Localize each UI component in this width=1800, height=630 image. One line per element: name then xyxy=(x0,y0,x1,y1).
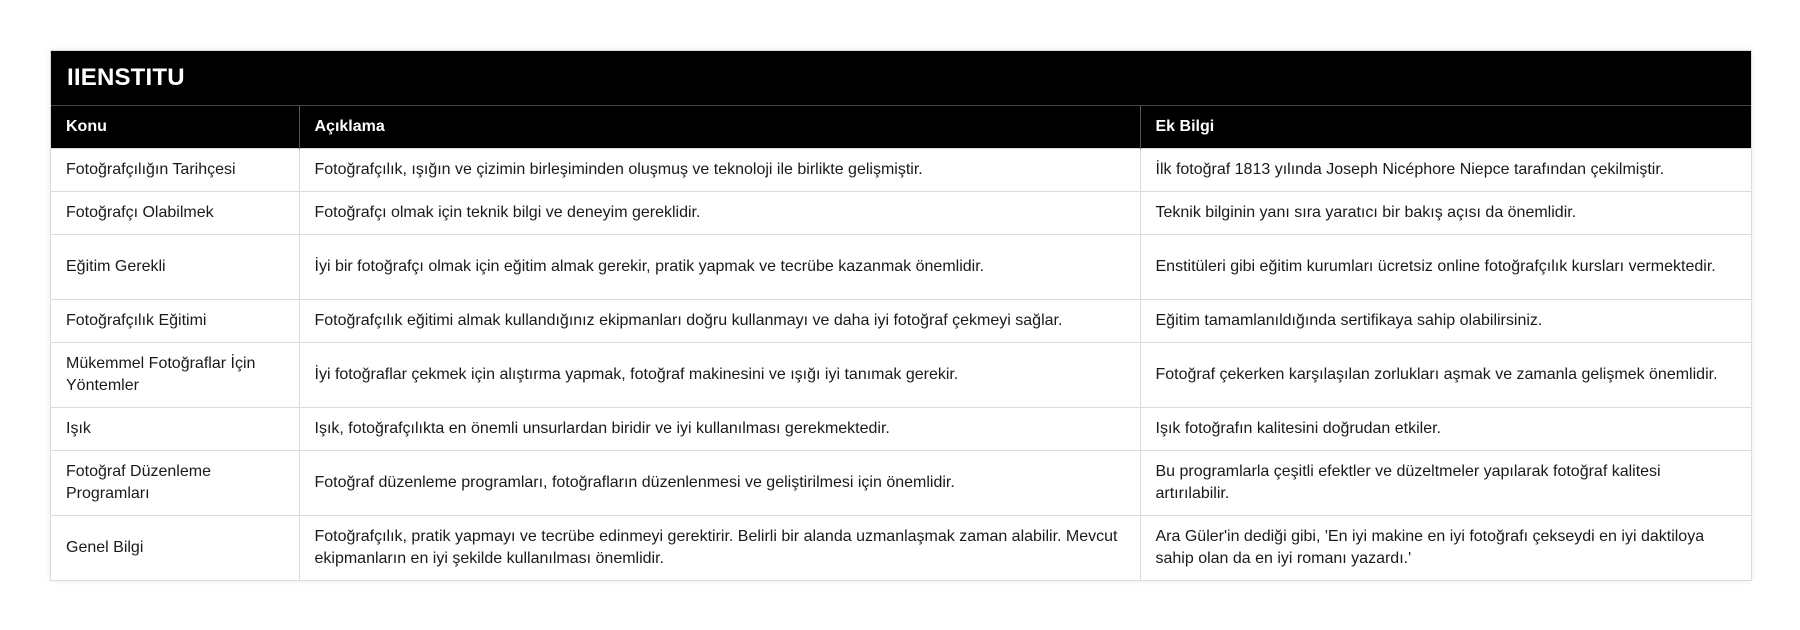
cell-topic: Işık xyxy=(51,408,299,451)
cell-description: Fotoğraf düzenleme programları, fotoğrafların düzenlenmesi ve geliştirilmesi için önemlidir. xyxy=(299,451,1140,516)
cell-extra: Bu programlarla çeşitli efektler ve düzeltmeler yapılarak fotoğraf kalitesi artırılabilir. xyxy=(1140,451,1751,516)
cell-description: İyi bir fotoğrafçı olmak için eğitim almak gerekir, pratik yapmak ve tecrübe kazanmak önemlidir. xyxy=(299,235,1140,300)
table-header-row xyxy=(51,106,1751,149)
cell-description: Işık, fotoğrafçılıkta en önemli unsurlardan biridir ve iyi kullanılması gerekmektedir. xyxy=(299,408,1140,451)
info-table-card xyxy=(50,50,1752,581)
cell-topic: Fotoğraf Düzenleme Programları xyxy=(51,451,299,516)
table-row xyxy=(51,192,1751,235)
cell-extra: Işık fotoğrafın kalitesini doğrudan etkiler. xyxy=(1140,408,1751,451)
cell-extra: Teknik bilginin yanı sıra yaratıcı bir bakış açısı da önemlidir. xyxy=(1140,192,1751,235)
cell-extra: Eğitim tamamlanıldığında sertifikaya sahip olabilirsiniz. xyxy=(1140,300,1751,343)
column-header-topic: Konu xyxy=(51,106,299,149)
cell-description: Fotoğrafçılık, ışığın ve çizimin birleşiminden oluşmuş ve teknoloji ile birlikte gelişmiştir. xyxy=(299,149,1140,192)
table-row xyxy=(51,343,1751,408)
table-row xyxy=(51,149,1751,192)
column-header-extra: Ek Bilgi xyxy=(1140,106,1751,149)
cell-extra: İlk fotoğraf 1813 yılında Joseph Nicéphore Niepce tarafından çekilmiştir. xyxy=(1140,149,1751,192)
table-row xyxy=(51,235,1751,300)
cell-description: Fotoğrafçılık, pratik yapmayı ve tecrübe edinmeyi gerektirir. Belirli bir alanda uzmanlaşmak zaman alabilir. Mevcut ekipmanların en iyi şekilde kullanılması önemlidir. xyxy=(299,516,1140,581)
cell-description: Fotoğrafçılık eğitimi almak kullandığınız ekipmanları doğru kullanmayı ve daha iyi fotoğraf çekmeyi sağlar. xyxy=(299,300,1140,343)
cell-extra: Ara Güler'in dediği gibi, 'En iyi makine en iyi fotoğrafı çekseydi en iyi daktiloya sahip olan da en iyi romanı yazardı.' xyxy=(1140,516,1751,581)
cell-extra: Fotoğraf çekerken karşılaşılan zorlukları aşmak ve zamanla gelişmek önemlidir. xyxy=(1140,343,1751,408)
table-body xyxy=(51,149,1751,581)
column-header-description: Açıklama xyxy=(299,106,1140,149)
cell-topic: Fotoğrafçılığın Tarihçesi xyxy=(51,149,299,192)
cell-description: İyi fotoğraflar çekmek için alıştırma yapmak, fotoğraf makinesini ve ışığı iyi tanımak gerekir. xyxy=(299,343,1140,408)
cell-topic: Genel Bilgi xyxy=(51,516,299,581)
cell-topic: Eğitim Gerekli xyxy=(51,235,299,300)
table-row xyxy=(51,516,1751,581)
table-row xyxy=(51,300,1751,343)
cell-description: Fotoğrafçı olmak için teknik bilgi ve deneyim gereklidir. xyxy=(299,192,1140,235)
table-row xyxy=(51,451,1751,516)
brand-title: IIENSTITU xyxy=(51,51,1751,106)
info-table xyxy=(51,106,1751,580)
cell-topic: Fotoğrafçılık Eğitimi xyxy=(51,300,299,343)
table-header xyxy=(51,106,1751,149)
cell-topic: Fotoğrafçı Olabilmek xyxy=(51,192,299,235)
table-row xyxy=(51,408,1751,451)
cell-extra: Enstitüleri gibi eğitim kurumları ücretsiz online fotoğrafçılık kursları vermektedir. xyxy=(1140,235,1751,300)
cell-topic: Mükemmel Fotoğraflar İçin Yöntemler xyxy=(51,343,299,408)
